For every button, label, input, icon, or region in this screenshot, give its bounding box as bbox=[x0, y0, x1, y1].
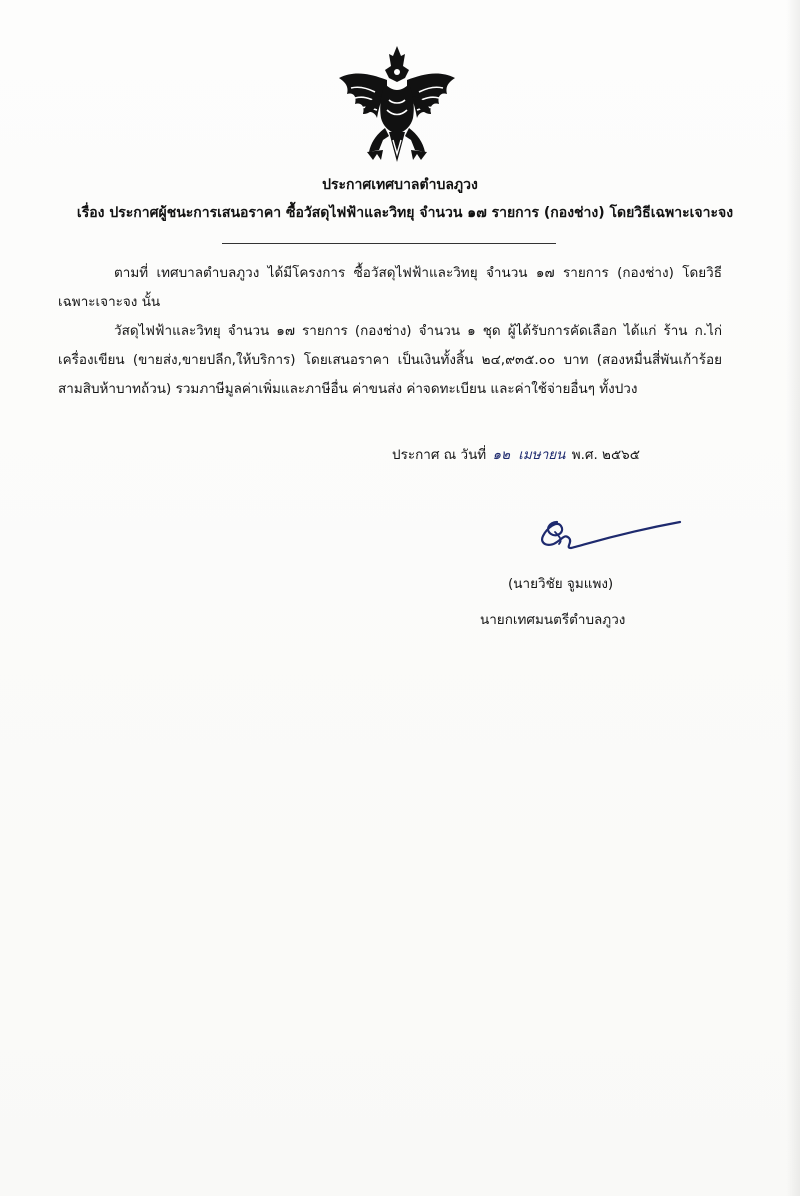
signatory-name: (นายวิชัย จูมแพง) bbox=[508, 576, 614, 592]
handwritten-signature bbox=[535, 512, 685, 560]
divider-line bbox=[222, 243, 556, 244]
announcement-title: ประกาศเทศบาลตำบลภูวง bbox=[322, 177, 478, 193]
body-paragraph-winner: วัสดุไฟฟ้าและวิทยุ จำนวน ๑๗ รายการ (กองช่าง) จำนวน ๑ ชุด ผู้ได้รับการคัดเลือก ได้แก่ ร้าน ก.ไก่เครื่องเขียน (ขายส่ง,ขายปลีก,ให้บริการ) โดยเสนอราคา เป็นเงินทั้งสิ้น ๒๔,๙๓๕.๐๐ บาท (สองหมื่นสี่พันเก้าร้อยสามสิบห้าบาทถ้วน) รวมภาษีมูลค่าเพิ่มและภาษีอื่น ค่าขนส่ง ค่าจดทะเบียน และค่าใช้จ่ายอื่นๆ ทั้งปวง bbox=[58, 323, 722, 397]
date-prefix: ประกาศ ณ วันที่ bbox=[392, 447, 487, 463]
date-day-handwritten: ๑๒ bbox=[492, 447, 510, 463]
date-month-handwritten: เมษายน bbox=[518, 447, 566, 463]
announcement-subject: เรื่อง ประกาศผู้ชนะการเสนอราคา ซื้อวัสดุไฟฟ้าและวิทยุ จำนวน ๑๗ รายการ (กองช่าง) โดยวิธีเฉพาะเจาะจง bbox=[76, 205, 734, 221]
announcement-date-line bbox=[392, 443, 640, 465]
body-paragraph-project: ตามที่ เทศบาลตำบลภูวง ได้มีโครงการ ซื้อวัสดุไฟฟ้าและวิทยุ จำนวน ๑๗ รายการ (กองช่าง) โดยวิธีเฉพาะเจาะจง นั้น bbox=[58, 265, 722, 310]
signatory-position: นายกเทศมนตรีตำบลภูวง bbox=[480, 612, 626, 628]
date-year: พ.ศ. ๒๕๖๕ bbox=[571, 447, 640, 463]
garuda-emblem-icon bbox=[331, 44, 463, 168]
